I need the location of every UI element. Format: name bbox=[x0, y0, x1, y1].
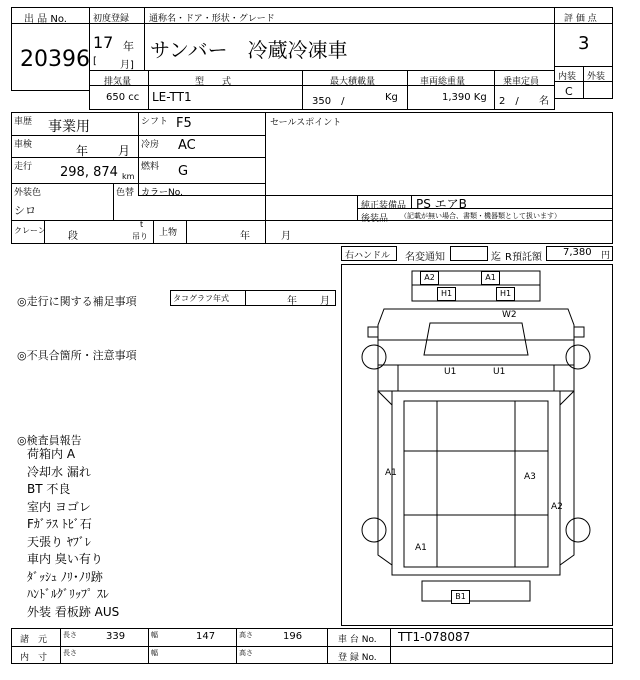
mark-h1-left: H1 bbox=[437, 287, 456, 301]
vehicle-name: サンバー 冷蔵冷凍車 bbox=[150, 38, 348, 62]
recycle-label: R預託額 bbox=[505, 252, 542, 263]
lot-number: 20396 bbox=[20, 47, 90, 72]
mileage-label: 走行 bbox=[14, 162, 33, 172]
driving-notes-label: ◎走行に関する補足事項 bbox=[17, 295, 137, 308]
fuel-label: 燃料 bbox=[141, 162, 160, 172]
exterior-color: シロ bbox=[14, 204, 36, 217]
mark-a1-bottom: A1 bbox=[415, 543, 427, 553]
inspector-item: 車内 臭い有り bbox=[27, 552, 103, 566]
name-change-label: 名変通知 bbox=[405, 252, 445, 263]
mark-u1-right: U1 bbox=[493, 367, 506, 377]
upper-label: 上物 bbox=[159, 228, 178, 238]
inspector-item: Fｶﾞﾗｽ ﾄﾋﾞ石 bbox=[27, 517, 92, 531]
color-no-label: 色替 bbox=[116, 188, 135, 198]
inspector-item: 冷却水 漏れ bbox=[27, 464, 91, 479]
chassis-label: 車 台 No. bbox=[338, 635, 377, 645]
inspector-item: 天張り ﾔﾌﾞﾚ bbox=[27, 534, 91, 549]
shaken-label: 迄 bbox=[491, 252, 501, 263]
fuel: G bbox=[178, 164, 189, 179]
score-value: 3 bbox=[578, 33, 590, 54]
crane-t: t bbox=[140, 220, 144, 229]
aftermarket-label: 後装品 bbox=[361, 214, 389, 224]
mark-a2-right: A2 bbox=[551, 502, 563, 512]
inspector-item: ﾀﾞｯｼｭ ﾉﾘ･ﾉﾘ跡 bbox=[27, 569, 103, 584]
history: 事業用 bbox=[48, 119, 90, 135]
inspector-item: ﾊﾝﾄﾞﾙｸﾞﾘｯﾌﾟ ｽﾚ bbox=[27, 587, 109, 601]
recycle-unit: 円 bbox=[601, 251, 611, 261]
in-width-label: 幅 bbox=[151, 649, 158, 657]
max-load-label: 最大積載量 bbox=[330, 77, 376, 87]
inspector-item: 室内 ヨゴレ bbox=[27, 499, 91, 514]
in-height-label: 高さ bbox=[239, 649, 253, 657]
model-label: 型 式 bbox=[195, 77, 232, 87]
name-change-box bbox=[450, 246, 488, 261]
inspector-item: BT 不良 bbox=[27, 482, 71, 496]
crane-steps: 段 bbox=[68, 231, 78, 242]
inspection-month: 月 bbox=[118, 144, 131, 158]
width-value: 147 bbox=[196, 631, 216, 642]
inspection-label: 車検 bbox=[14, 140, 33, 150]
upper-year: 年 bbox=[240, 231, 250, 242]
sales-point-label: セールスポイント bbox=[270, 118, 342, 128]
exterior-color-label: 外装色 bbox=[14, 188, 42, 198]
inspector-item: 荷箱内 A bbox=[27, 447, 76, 461]
first-reg-label: 初度登録 bbox=[93, 14, 130, 24]
vehicle-outline bbox=[342, 265, 612, 625]
interior-grade: C bbox=[565, 85, 573, 98]
capacity: 2 / bbox=[499, 96, 519, 107]
height-label: 高さ bbox=[239, 631, 253, 639]
reg-label: 登 録 No. bbox=[338, 653, 377, 663]
mark-a3: A3 bbox=[524, 472, 536, 482]
mark-a1-left: A1 bbox=[385, 468, 397, 478]
displacement: 650 cc bbox=[106, 92, 140, 103]
in-length-label: 長さ bbox=[63, 649, 77, 657]
mileage: 298, 874 bbox=[60, 165, 118, 180]
score-label: 評 価 点 bbox=[564, 14, 597, 24]
crane-hoist: 吊り bbox=[132, 232, 148, 241]
exterior-grade-label: 外装 bbox=[587, 72, 606, 82]
ac-label: 冷房 bbox=[141, 140, 160, 150]
model: LE-TT1 bbox=[152, 90, 192, 104]
month-open: [ bbox=[93, 56, 97, 67]
mileage-unit: km bbox=[122, 172, 135, 181]
rhd-label: 右ハンドル bbox=[345, 251, 391, 261]
capacity-unit: 名 bbox=[539, 96, 549, 107]
max-load: 350 / bbox=[312, 96, 345, 107]
mark-u1-left: U1 bbox=[444, 367, 457, 377]
crane-label: クレーン bbox=[14, 226, 46, 235]
vehicle-diagram bbox=[341, 264, 613, 626]
aftermarket-note: （記載が無い場合、書類・機器類として扱います） bbox=[400, 212, 561, 220]
interior-dims-label: 内 寸 bbox=[20, 653, 48, 663]
month-unit: 月] bbox=[120, 60, 134, 71]
interior-grade-label: 内装 bbox=[558, 72, 577, 82]
height-value: 196 bbox=[283, 631, 303, 642]
inspector-list bbox=[27, 446, 119, 621]
color-code-label: カラーNo. bbox=[141, 188, 183, 198]
mark-a1-front: A1 bbox=[481, 271, 500, 285]
standard-equip-label: 純正装備品 bbox=[361, 201, 407, 211]
length-value: 339 bbox=[106, 631, 126, 642]
ac: AC bbox=[178, 138, 196, 153]
mark-w2: W2 bbox=[502, 310, 517, 320]
lot-label: 出 品 No. bbox=[24, 14, 67, 25]
defects-label: ◎不具合箇所・注意事項 bbox=[17, 349, 137, 362]
chassis-value: TT1-078087 bbox=[398, 630, 471, 644]
year-unit: 年 bbox=[123, 40, 134, 53]
max-load-unit: Kg bbox=[385, 92, 398, 103]
mark-b1: B1 bbox=[451, 590, 470, 604]
dims-label: 諸 元 bbox=[20, 635, 48, 645]
width-label: 幅 bbox=[151, 631, 158, 639]
inspector-item: 外装 看板跡 AUS bbox=[27, 604, 120, 619]
displacement-label: 排気量 bbox=[104, 77, 132, 87]
name-label: 通称名・ドア・形状・グレード bbox=[149, 14, 275, 24]
first-reg-year: 17 bbox=[93, 33, 114, 52]
mark-a2-front: A2 bbox=[420, 271, 439, 285]
tacho-month: 月 bbox=[320, 296, 330, 307]
history-label: 車歴 bbox=[14, 117, 33, 127]
standard-equip: PS エアB bbox=[416, 197, 467, 211]
capacity-label: 乗車定員 bbox=[503, 77, 540, 87]
recycle-amount: 7,380 bbox=[563, 247, 592, 258]
shift-label: シフト bbox=[141, 117, 169, 127]
gross-weight-label: 車両総重量 bbox=[420, 77, 466, 87]
upper-month: 月 bbox=[281, 231, 291, 242]
tacho-label: タコグラフ年式 bbox=[173, 294, 229, 303]
gross-weight: 1,390 Kg bbox=[442, 92, 487, 103]
shift: F5 bbox=[176, 116, 192, 131]
tacho-year: 年 bbox=[287, 296, 297, 307]
inspection-year: 年 bbox=[76, 144, 89, 158]
inspector-label: ◎検査員報告 bbox=[17, 434, 82, 447]
mark-h1-right: H1 bbox=[496, 287, 515, 301]
length-label: 長さ bbox=[63, 631, 77, 639]
